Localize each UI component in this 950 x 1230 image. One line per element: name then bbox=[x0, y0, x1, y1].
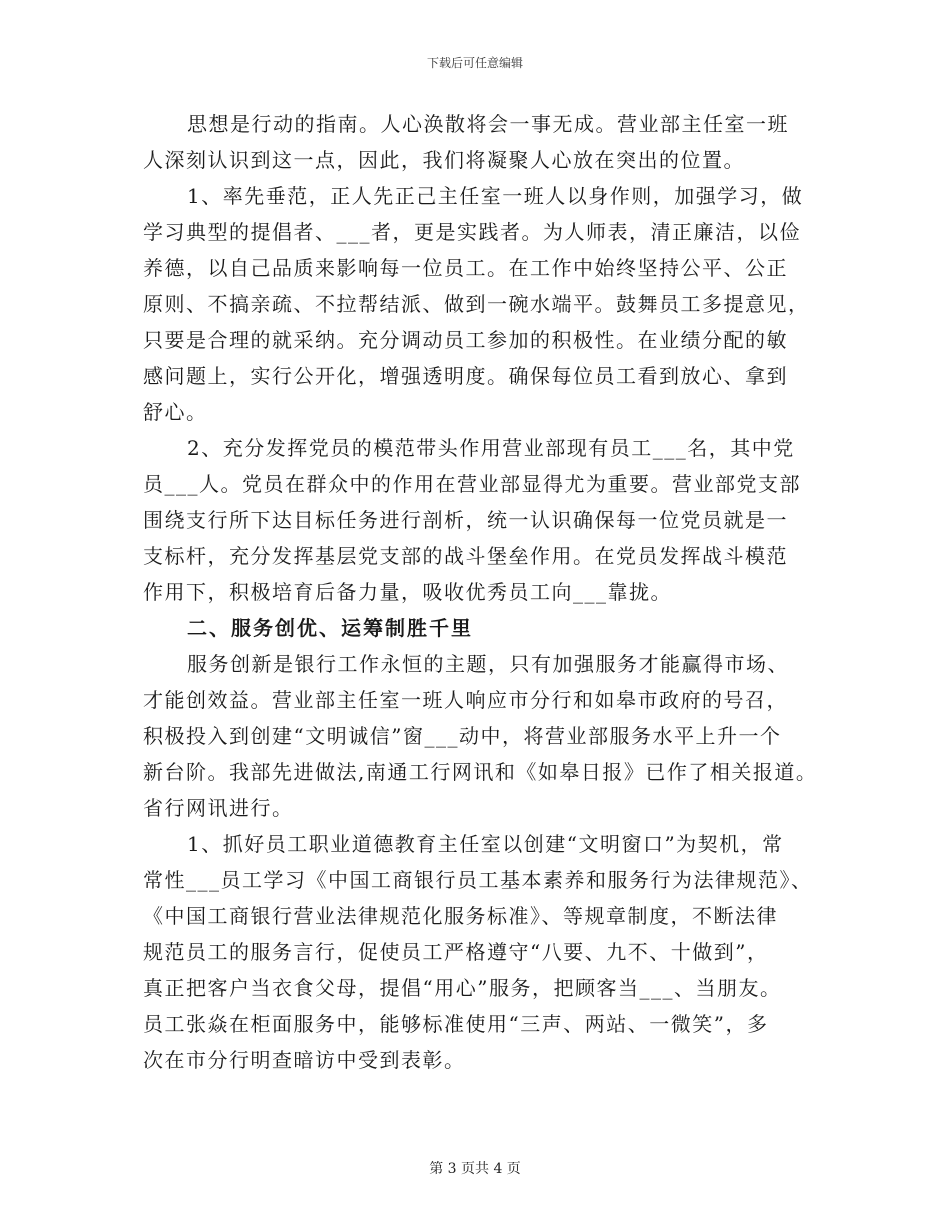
paragraph-line: 感问题上，实行公开化，增强透明度。确保每位员工看到放心、拿到 bbox=[143, 364, 788, 388]
paragraph-line: 1、率先垂范，正人先正己主任室一班人以身作则，加强学习，做 bbox=[187, 184, 804, 208]
paragraph-line: 真正把客户当衣食父母，提倡“用心”服务，把顾客当___、当朋友。 bbox=[143, 976, 782, 1000]
paragraph-line: 2、充分发挥党员的模范带头作用营业部现有员工___名，其中党 bbox=[187, 436, 795, 460]
paragraph-line: 服务创新是银行工作永恒的主题，只有加强服务才能赢得市场、 bbox=[187, 652, 789, 676]
page-header: 下载后可任意编辑 bbox=[426, 56, 523, 70]
paragraph-line: 作用下，积极培育后备力量，吸收优秀员工向___靠拢。 bbox=[143, 580, 672, 604]
paragraph-line: 规范员工的服务言行，促使员工严格遵守“八要、九不、十做到”， bbox=[143, 940, 769, 964]
paragraph-line: 思想是行动的指南。人心涣散将会一事无成。营业部主任室一班 bbox=[187, 112, 789, 136]
paragraph-line: 常性___员工学习《中国工商银行员工基本素养和服务行为法律规范》、 bbox=[143, 868, 813, 892]
paragraph-line: 原则、不搞亲疏、不拉帮结派、做到一碗水端平。鼓舞员工多提意见， bbox=[143, 292, 810, 316]
section-heading: 二、服务创优、运筹制胜千里 bbox=[187, 616, 473, 640]
paragraph-line: 积极投入到创建“文明诚信”窗___动中，将营业部服务水平上升一个 bbox=[143, 724, 782, 748]
paragraph-line: 养德，以自己品质来影响每一位员工。在工作中始终坚持公平、公正 bbox=[143, 256, 788, 280]
paragraph-line: 1、抓好员工职业道德教育主任室以创建“文明窗口”为契机，常 bbox=[187, 832, 784, 856]
document-body bbox=[143, 106, 823, 1078]
paragraph-line: 围绕支行所下达目标任务进行剖析，统一认识确保每一位党员就是一 bbox=[143, 508, 788, 532]
paragraph-line: 才能创效益。营业部主任室一班人响应市分行和如皋市政府的号召， bbox=[143, 688, 788, 712]
paragraph-line: 舒心。 bbox=[143, 400, 208, 424]
paragraph-line: 员工张焱在柜面服务中，能够标准使用“三声、两站、一微笑”，多 bbox=[143, 1012, 769, 1036]
paragraph-line: 学习典型的提倡者、___者，更是实践者。为人师表，清正廉洁，以俭 bbox=[143, 220, 801, 244]
paragraph-line: 新台阶。我部先进做法,南通工行网讯和《如皋日报》已作了相关报道。 bbox=[143, 760, 818, 784]
paragraph-line: 只要是合理的就采纳。充分调动员工参加的积极性。在业绩分配的敏 bbox=[143, 328, 788, 352]
paragraph-line: 人深刻认识到这一点，因此，我们将凝聚人心放在突出的位置。 bbox=[143, 148, 745, 172]
paragraph-line: 员___人。党员在群众中的作用在营业部显得尤为重要。营业部党支部 bbox=[143, 472, 801, 496]
paragraph-line: 《中国工商银行营业法律规范化服务标准》、等规章制度，不断法律 bbox=[143, 904, 778, 928]
paragraph-line: 次在市分行明查暗访中受到表彰。 bbox=[143, 1048, 466, 1072]
paragraph-line: 省行网讯进行。 bbox=[143, 796, 294, 820]
paragraph-line: 支标杆，充分发挥基层党支部的战斗堡垒作用。在党员发挥战斗模范 bbox=[143, 544, 788, 568]
page-number-footer: 第 3 页共 4 页 bbox=[429, 1161, 521, 1177]
